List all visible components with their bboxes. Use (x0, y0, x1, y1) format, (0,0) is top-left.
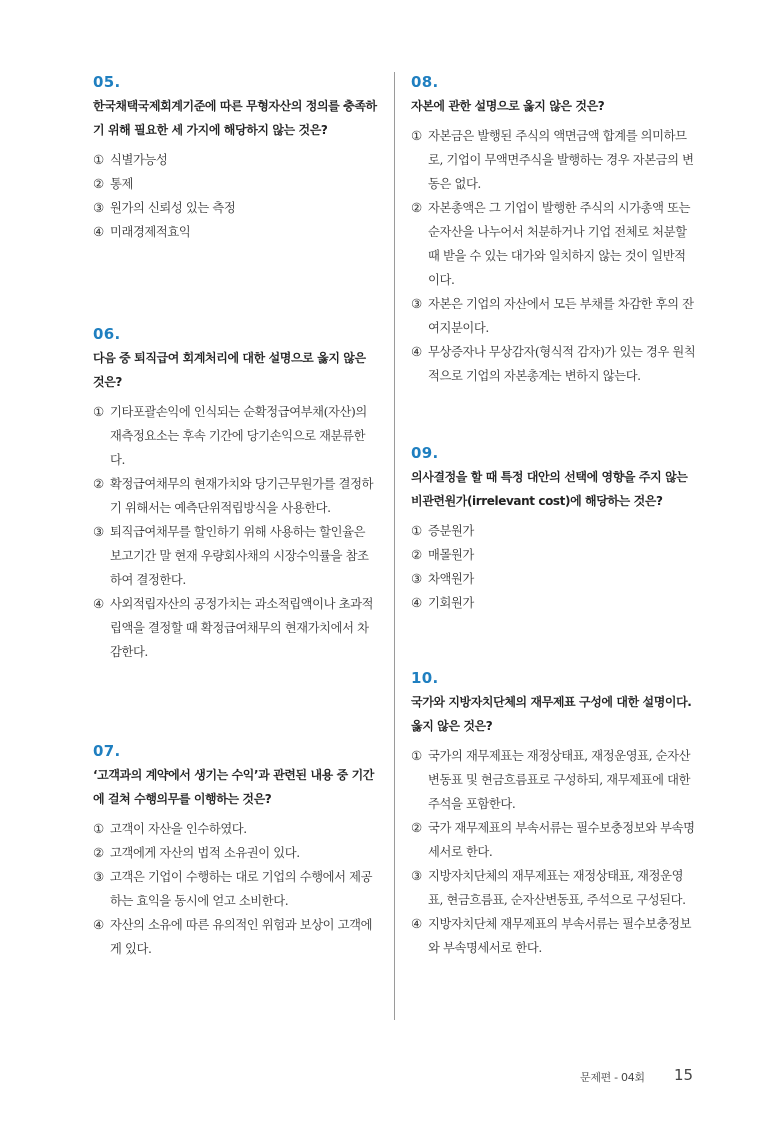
question-stem: 의사결정을 할 때 특정 대안의 선택에 영향을 주지 않는 비관련원가(irrelevant cost)에 해당하는 것은? (411, 470, 688, 508)
option-marker: ④ (93, 918, 104, 932)
page-number: 15 (674, 1066, 694, 1084)
option-text: 무상증자나 무상감자(형식적 감자)가 있는 경우 원칙적으로 기업의 자본총계는 변하지 않는다. (428, 345, 696, 383)
option-3[interactable] (93, 865, 379, 913)
option-text: 퇴직급여채무를 할인하기 위해 사용하는 할인율은 보고기간 말 현재 우량회사채의 시장수익률을 참조하여 결정한다. (110, 525, 369, 587)
option-4[interactable] (411, 591, 697, 615)
option-text: 미래경제적효익 (110, 225, 191, 239)
option-marker: ③ (93, 201, 104, 215)
option-4[interactable] (93, 913, 379, 961)
option-marker: ① (411, 524, 422, 538)
question-number: 10. (411, 669, 439, 687)
option-text: 매몰원가 (428, 548, 474, 562)
option-3[interactable] (93, 196, 379, 220)
question-number: 06. (93, 325, 121, 343)
option-marker: ① (93, 822, 104, 836)
question-stem: 국가와 지방자치단체의 재무제표 구성에 대한 설명이다. 옳지 않은 것은? (411, 695, 692, 733)
option-3[interactable] (411, 864, 697, 912)
option-2[interactable] (411, 196, 697, 292)
option-text: 자본총액은 그 기업이 발행한 주식의 시가총액 또는 순자산을 나누어서 처분하거나 기업 전체로 처분할 때 받을 수 있는 대가와 일치하지 않는 것이 일반적이다. (428, 201, 691, 287)
option-marker: ③ (411, 572, 422, 586)
option-marker: ① (93, 153, 104, 167)
option-marker: ③ (93, 870, 104, 884)
option-3[interactable] (93, 520, 379, 592)
question-07 (93, 741, 379, 961)
option-text: 원가의 신뢰성 있는 측정 (110, 201, 236, 215)
option-2[interactable] (411, 543, 697, 567)
option-2[interactable] (93, 841, 379, 865)
question-05 (93, 72, 379, 324)
option-marker: ③ (411, 297, 422, 311)
option-text: 지방자치단체 재무제표의 부속서류는 필수보충정보와 부속명세서로 한다. (428, 917, 692, 955)
option-text: 확정급여채무의 현재가치와 당기근무원가를 결정하기 위해서는 예측단위적립방식을 사용한다. (110, 477, 374, 515)
option-text: 국가 재무제표의 부속서류는 필수보충정보와 부속명세서로 한다. (428, 821, 695, 859)
option-1[interactable] (411, 744, 697, 816)
question-08 (411, 72, 697, 443)
option-marker: ④ (411, 345, 422, 359)
option-1[interactable] (411, 519, 697, 543)
option-text: 사외적립자산의 공정가치는 과소적립액이나 초과적립액을 결정할 때 확정급여채무의 현재가치에서 차감한다. (110, 597, 374, 659)
option-marker: ④ (93, 225, 104, 239)
option-text: 자본은 기업의 자산에서 모든 부채를 차감한 후의 잔여지분이다. (428, 297, 694, 335)
option-text: 기타포괄손익에 인식되는 순확정급여부채(자산)의 재측정요소는 후속 기간에 당기손익으로 재분류한다. (110, 405, 367, 467)
option-list (93, 817, 379, 961)
question-09 (411, 443, 697, 668)
option-marker: ② (93, 477, 104, 491)
option-marker: ② (93, 846, 104, 860)
option-1[interactable] (93, 148, 379, 172)
option-marker: ③ (411, 869, 422, 883)
option-2[interactable] (93, 172, 379, 196)
page-footer (580, 1066, 694, 1084)
question-number: 09. (411, 444, 439, 462)
option-text: 식별가능성 (110, 153, 168, 167)
question-number: 07. (93, 742, 121, 760)
option-4[interactable] (411, 912, 697, 960)
option-list (411, 744, 697, 960)
option-text: 고객에게 자산의 법적 소유권이 있다. (110, 846, 300, 860)
option-marker: ① (411, 129, 422, 143)
option-4[interactable] (93, 592, 379, 664)
option-1[interactable] (93, 817, 379, 841)
option-text: 기회원가 (428, 596, 474, 610)
question-number: 05. (93, 73, 121, 91)
option-list (93, 148, 379, 244)
question-stem: 자본에 관한 설명으로 옳지 않은 것은? (411, 99, 605, 113)
option-2[interactable] (93, 472, 379, 520)
option-text: 고객이 자산을 인수하였다. (110, 822, 247, 836)
column-divider (394, 72, 395, 1020)
option-text: 차액원가 (428, 572, 474, 586)
option-text: 자산의 소유에 따른 유의적인 위험과 보상이 고객에게 있다. (110, 918, 373, 956)
option-marker: ② (411, 548, 422, 562)
option-marker: ① (411, 749, 422, 763)
option-marker: ② (411, 201, 422, 215)
option-4[interactable] (411, 340, 697, 388)
right-column (411, 72, 697, 960)
option-marker: ② (411, 821, 422, 835)
option-marker: ④ (411, 917, 422, 931)
question-06 (93, 324, 379, 741)
option-marker: ① (93, 405, 104, 419)
option-4[interactable] (93, 220, 379, 244)
option-list (93, 400, 379, 664)
option-2[interactable] (411, 816, 697, 864)
left-column (93, 72, 379, 961)
option-3[interactable] (411, 292, 697, 340)
option-text: 고객은 기업이 수행하는 대로 기업의 수행에서 제공하는 효익을 동시에 얻고 소비한다. (110, 870, 373, 908)
question-stem: 다음 중 퇴직급여 회계처리에 대한 설명으로 옳지 않은 것은? (93, 351, 366, 389)
option-marker: ③ (93, 525, 104, 539)
question-stem: 한국채택국제회계기준에 따른 무형자산의 정의를 충족하기 위해 필요한 세 가지에 해당하지 않는 것은? (93, 99, 377, 137)
option-marker: ② (93, 177, 104, 191)
option-3[interactable] (411, 567, 697, 591)
option-text: 통제 (110, 177, 133, 191)
option-list (411, 519, 697, 615)
option-marker: ④ (93, 597, 104, 611)
option-text: 지방자치단체의 재무제표는 재정상태표, 재정운영표, 현금흐름표, 순자산변동표, 주석으로 구성된다. (428, 869, 686, 907)
question-10 (411, 668, 697, 960)
question-stem: ‘고객과의 계약에서 생기는 수익’과 관련된 내용 중 기간에 걸쳐 수행의무를 이행하는 것은? (93, 768, 374, 806)
section-label: 문제편 - 04회 (580, 1071, 645, 1084)
option-text: 증분원가 (428, 524, 474, 538)
option-text: 국가의 재무제표는 재정상태표, 재정운영표, 순자산변동표 및 현금흐름표로 구성하되, 재무제표에 대한 주석을 포함한다. (428, 749, 691, 811)
option-text: 자본금은 발행된 주식의 액면금액 합계를 의미하므로, 기업이 무액면주식을 발행하는 경우 자본금의 변동은 없다. (428, 129, 694, 191)
option-list (411, 124, 697, 388)
option-marker: ④ (411, 596, 422, 610)
question-number: 08. (411, 73, 439, 91)
option-1[interactable] (93, 400, 379, 472)
option-1[interactable] (411, 124, 697, 196)
